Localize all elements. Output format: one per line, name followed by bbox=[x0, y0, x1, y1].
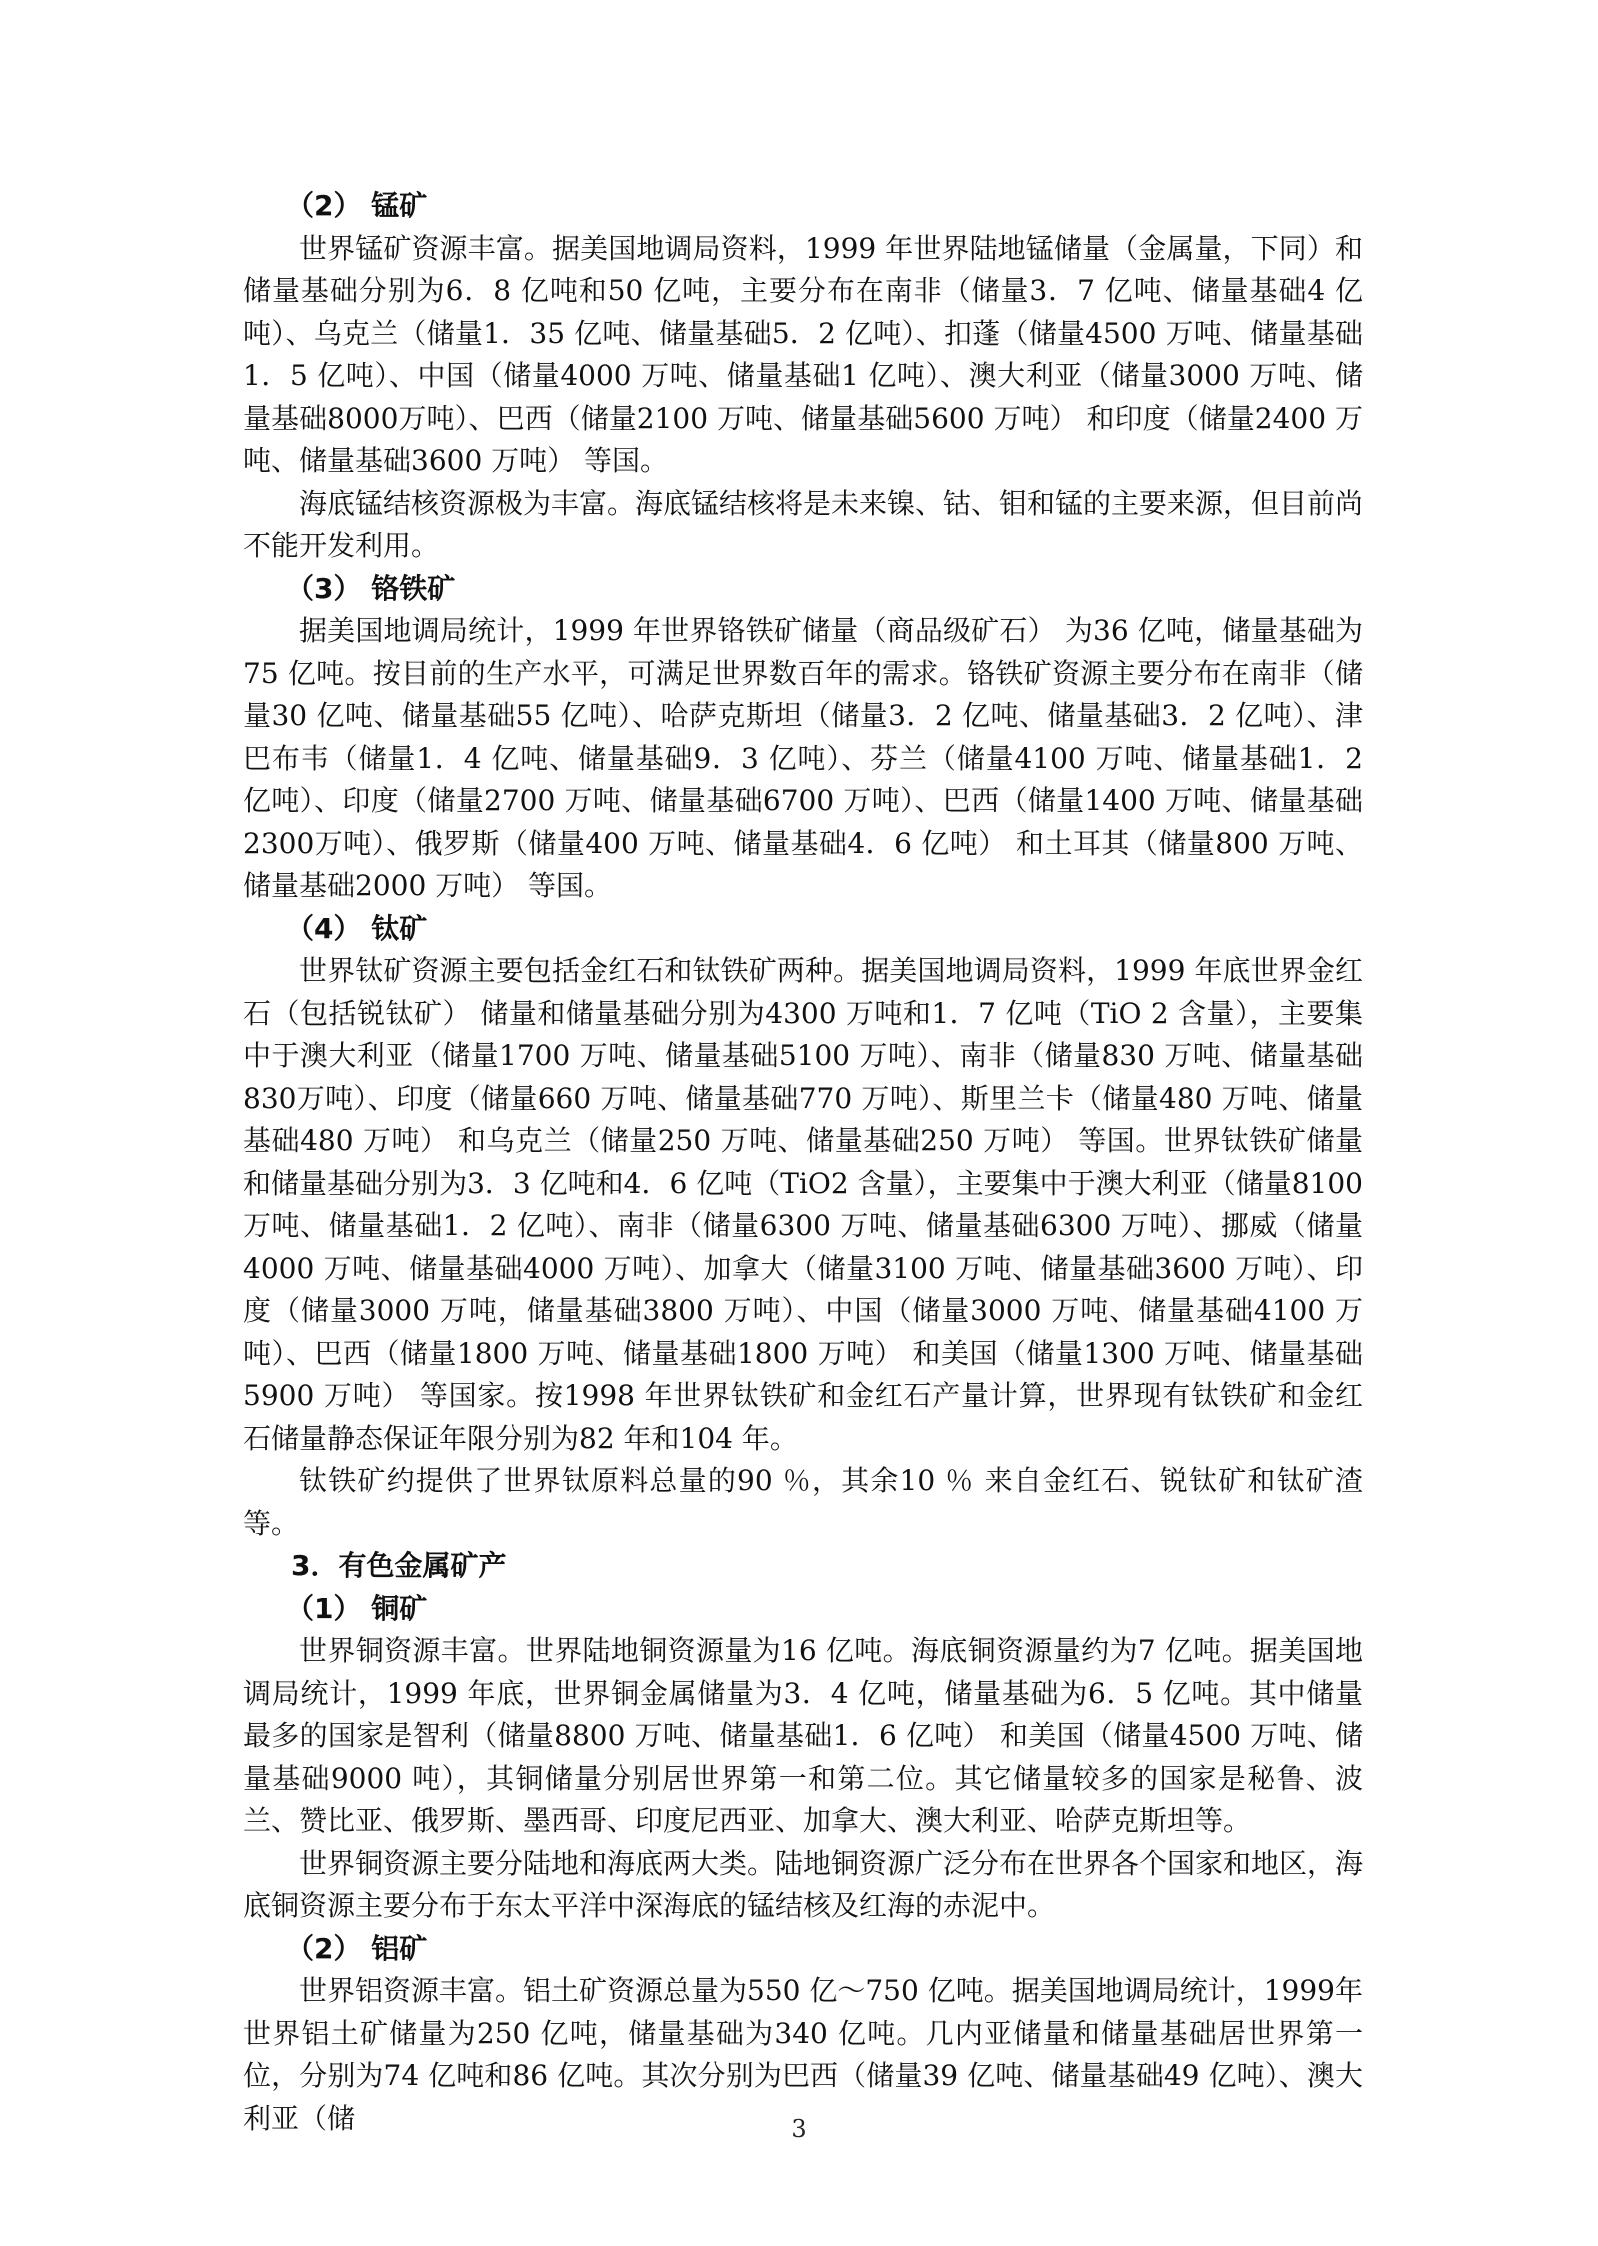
section-heading-copper: （1） 铜矿 bbox=[286, 1591, 428, 1625]
section-heading-aluminum: （2） 铝矿 bbox=[286, 1931, 428, 1965]
paragraph-manganese-nodules: 海底锰结核资源极为丰富。海底锰结核将是未来镍、钴、钼和锰的主要来源，但目前尚不能开发利用。 bbox=[243, 486, 1364, 562]
section-heading-chromite: （3） 铬铁矿 bbox=[286, 571, 456, 605]
paragraph-copper-reserves: 世界铜资源丰富。世界陆地铜资源量为16 亿吨。海底铜资源量约为7 亿吨。据美国地调局统计，1999 年底，世界铜金属储量为3．4 亿吨，储量基础为6．5 亿吨。其中储量最多的国家是智利（储量8800 万吨、储量基础1．6 亿吨） 和美国（储量4500 万吨、储量基础9000 吨），其铜储量分别居世界第一和第二位。其它储量较多的国家是秘鲁、波兰、赞比亚、俄罗斯、墨西哥、印度尼西亚、加拿大、澳大利亚、哈萨克斯坦等。 bbox=[243, 1634, 1363, 1837]
paragraph-manganese-reserves: 世界锰矿资源丰富。据美国地调局资料，1999 年世界陆地锰储量（金属量，下同）和储量基础分别为6．8 亿吨和50 亿吨，主要分布在南非（储量3．7 亿吨、储量基础4 亿吨）、乌克兰（储量1．35 亿吨、储量基础5．2 亿吨）、扣蓬（储量4500 万吨、储量基础1．5 亿吨）、中国（储量4000 万吨、储量基础1 亿吨）、澳大利亚（储量3000 万吨、储量基础8000万吨）、巴西（储量2100 万吨、储量基础5600 万吨） 和印度（储量2400 万吨、储量基础3600 万吨） 等国。 bbox=[243, 231, 1363, 477]
paragraph-aluminum-reserves: 世界铝资源丰富。铝土矿资源总量为550 亿～750 亿吨。据美国地调局统计，1999年世界铝土矿储量为250 亿吨，储量基础为340 亿吨。几内亚储量和储量基础居世界第一位，分别为74 亿吨和86 亿吨。其次分别为巴西（储量39 亿吨、储量基础49 亿吨）、澳大利亚（储 bbox=[243, 1974, 1363, 2135]
section-heading-titanium: （4） 钛矿 bbox=[286, 911, 428, 945]
paragraph-chromite-reserves: 据美国地调局统计，1999 年世界铬铁矿储量（商品级矿石） 为36 亿吨，储量基础为75 亿吨。按目前的生产水平，可满足世界数百年的需求。铬铁矿资源主要分布在南非（储量30 亿吨、储量基础55 亿吨）、哈萨克斯坦（储量3．2 亿吨、储量基础3．2 亿吨）、津巴布韦（储量1．4 亿吨、储量基础9．3 亿吨）、芬兰（储量4100 万吨、储量基础1．2 亿吨）、印度（储量2700 万吨、储量基础6700 万吨）、巴西（储量1400 万吨、储量基础2300万吨）、俄罗斯（储量400 万吨、储量基础4．6 亿吨） 和土耳其（储量800 万吨、储量基础2000 万吨） 等国。 bbox=[243, 614, 1363, 902]
section-heading-manganese: （2） 锰矿 bbox=[286, 189, 428, 222]
paragraph-titanium-reserves: 世界钛矿资源主要包括金红石和钛铁矿两种。据美国地调局资料，1999 年底世界金红石（包括锐钛矿） 储量和储量基础分别为4300 万吨和1．7 亿吨（TiO 2 含量），主要集中于澳大利亚（储量1700 万吨、储量基础5100 万吨）、南非（储量830 万吨、储量基础830万吨）、印度（储量660 万吨、储量基础770 万吨）、斯里兰卡（储量480 万吨、储量基础480 万吨） 和乌克兰（储量250 万吨、储量基础250 万吨） 等国。世界钛铁矿储量和储量基础分别为3．3 亿吨和4．6 亿吨（TiO2 含量），主要集中于澳大利亚（储量8100 万吨、储量基础1．2 亿吨）、南非（储量6300 万吨、储量基础6300 万吨）、挪威（储量4000 万吨、储量基础4000 万吨）、加拿大（储量3100 万吨、储量基础3600 万吨）、印度（储量3000 万吨，储量基础3800 万吨）、中国（储量3000 万吨、储量基础4100 万吨）、巴西（储量1800 万吨、储量基础1800 万吨） 和美国（储量1300 万吨、储量基础5900 万吨） 等国家。按1998 年世界钛铁矿和金红石产量计算，世界现有钛铁矿和金红石储量静态保证年限分别为82 年和104 年。 bbox=[243, 954, 1363, 1455]
paragraph-copper-distribution: 世界铜资源主要分陆地和海底两大类。陆地铜资源广泛分布在世界各个国家和地区，海底铜资源主要分布于东太平洋中深海底的锰结核及红海的赤泥中。 bbox=[243, 1846, 1364, 1922]
paragraph-titanium-share: 钛铁矿约提供了世界钛原料总量的90 ％，其余10 ％ 来自金红石、锐钛矿和钛矿渣等。 bbox=[243, 1464, 1363, 1540]
document-body bbox=[243, 185, 1363, 2140]
section-heading-nonferrous: 3．有色金属矿产 bbox=[291, 1549, 507, 1582]
page-number: 3 bbox=[791, 2115, 807, 2143]
